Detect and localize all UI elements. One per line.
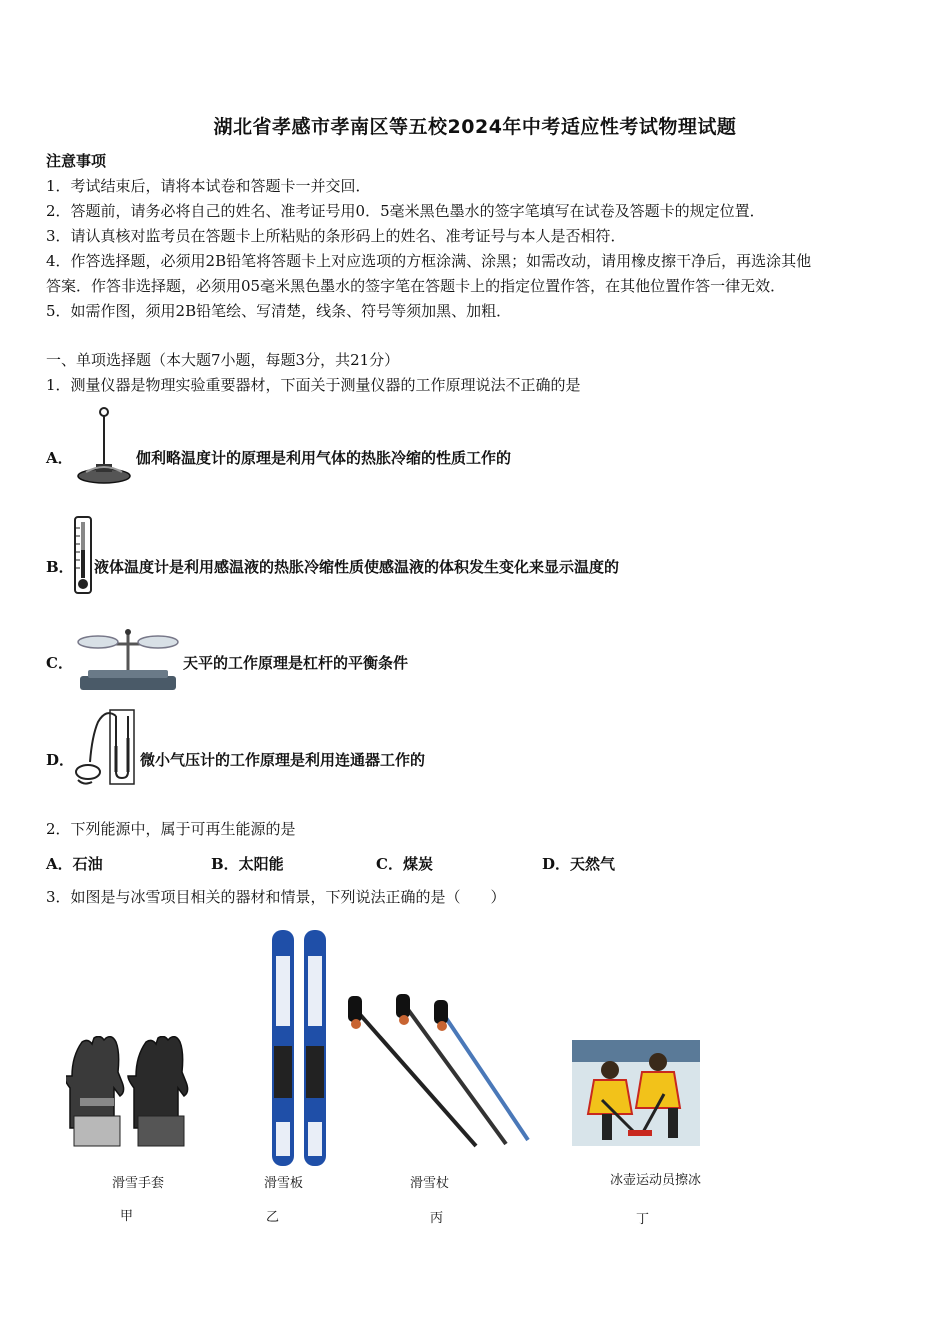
figure-label: 丁	[636, 1212, 650, 1227]
figure-caption: 滑雪手套	[112, 1176, 165, 1191]
balance-scale-icon	[74, 624, 182, 694]
notice-heading: 注意事项	[46, 152, 107, 170]
q2-choice-b: B．太阳能	[211, 855, 284, 873]
option-d-text: 微小气压计的工作原理是利用连通器工作的	[140, 751, 426, 769]
option-c-text: 天平的工作原理是杠杆的平衡条件	[183, 654, 409, 672]
question-1-stem: 1．测量仪器是物理实验重要器材，下面关于测量仪器的工作原理说法不正确的是	[46, 376, 581, 394]
liquid-thermometer-icon	[72, 516, 94, 596]
figure-label: 甲	[120, 1209, 134, 1224]
option-c-letter: C．	[46, 654, 73, 672]
figure-caption: 滑雪杖	[410, 1176, 450, 1191]
skis-icon	[264, 926, 332, 1170]
ski-gloves-icon	[66, 1036, 190, 1154]
galileo-thermometer-icon	[74, 406, 134, 486]
option-b-letter: B．	[46, 558, 74, 576]
notice-item: 5．如需作图，须用2B铅笔绘、写清楚，线条、符号等须加黑、加粗．	[46, 302, 512, 320]
option-a-text: 伽利略温度计的原理是利用气体的热胀冷缩的性质工作的	[136, 449, 512, 467]
q2-choice-d: D．天然气	[542, 855, 616, 873]
notice-item: 4．作答选择题，必须用2B铅笔将答题卡上对应选项的方框涂满、涂黑；如需改动，请用橡皮擦干净后，再选涂其他	[46, 252, 812, 270]
figure-caption: 滑雪板	[264, 1176, 304, 1191]
ski-poles-icon	[346, 994, 536, 1152]
notice-item: 1．考试结束后，请将本试卷和答题卡一并交回．	[46, 177, 371, 195]
question-3-stem: 3．如图是与冰雪项目相关的器材和情景，下列说法正确的是（ ）	[46, 888, 506, 906]
q2-choice-a: A．石油	[46, 855, 103, 873]
section-heading: 一、单项选择题（本大题7小题，每题3分，共21分）	[46, 351, 400, 369]
figure-label: 乙	[266, 1210, 280, 1225]
notice-item: 3．请认真核对监考员在答题卡上所粘贴的条形码上的姓名、准考证号与本人是否相符．	[46, 227, 626, 245]
page-title: 湖北省孝感市孝南区等五校2024年中考适应性考试物理试题	[213, 116, 737, 138]
figure-caption: 冰壶运动员擦冰	[610, 1173, 702, 1188]
notice-item: 2．答题前，请务必将自己的姓名、准考证号用0．5毫米黑色墨水的签字笔填写在试卷及答题卡的规定位置．	[46, 202, 765, 220]
option-d-letter: D．	[46, 751, 75, 769]
manometer-icon	[72, 706, 138, 790]
curling-sweepers-icon	[572, 1040, 700, 1146]
option-a-letter: A．	[46, 449, 73, 467]
question-2-stem: 2．下列能源中，属于可再生能源的是	[46, 820, 296, 838]
q2-choice-c: C．煤炭	[376, 855, 433, 873]
figure-label: 丙	[430, 1211, 444, 1226]
option-b-text: 液体温度计是利用感温液的热胀冷缩性质使感温液的体积发生变化来显示温度的	[94, 558, 620, 576]
notice-item: 答案．作答非选择题，必须用05毫米黑色墨水的签字笔在答题卡上的指定位置作答，在其他位置作答一律无效．	[46, 277, 786, 295]
